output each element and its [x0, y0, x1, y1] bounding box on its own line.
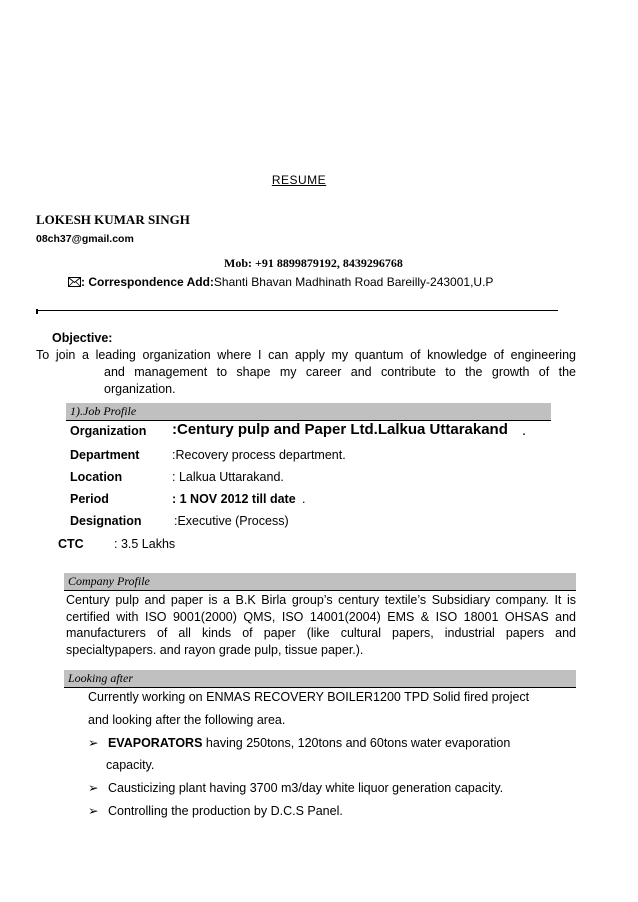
period-value: : 1 NOV 2012 till date [172, 492, 296, 506]
objective-continuation: and management to shape my career and contribute to the growth of the organization. [104, 365, 576, 396]
department-value: :Recovery process department. [172, 448, 346, 462]
location-value: : Lalkua Uttarakand. [172, 470, 284, 484]
period-label: Period [70, 492, 109, 506]
company-profile-text: Century pulp and paper is a B.K Birla group’s century textile’s Subsidiary company. It is certified with ISO 9001(2000) QMS, ISO 14001(2004) EMS & ISO 18001 OHSAS and manufacturers of all kinds of paper (like cultural papers, industrial papers and specialtypapers. and rayon grade pulp, tissue paper.). [66, 593, 576, 657]
address-label: : Correspondence Add: [81, 275, 214, 289]
location-row [70, 470, 550, 488]
period-suffix: . [302, 492, 306, 506]
address-line [68, 275, 493, 289]
resume-title: RESUME [271, 173, 327, 187]
designation-row [70, 514, 550, 532]
department-row [70, 448, 550, 466]
organization-suffix: . [522, 422, 527, 439]
job-profile-header [66, 403, 551, 421]
job-profile-heading: 1).Job Profile [70, 404, 137, 418]
ctc-label: CTC [58, 537, 84, 551]
bullet-3-text: Controlling the production by D.C.S Panel. [107, 804, 343, 818]
company-profile-header [64, 573, 576, 591]
candidate-name: LOKESH KUMAR SINGH [36, 212, 190, 227]
bullet-2-text: Causticizing plant having 3700 m3/day white liquor generation capacity. [107, 781, 504, 795]
bullet-1-text: having 250tons, 120tons and 60tons water evaporation [202, 736, 511, 750]
period-row [70, 492, 550, 510]
looking-after-intro-2: and looking after the following area. [88, 713, 286, 727]
mobile-number: Mob: +91 8899879192, 8439296768 [224, 256, 403, 270]
objective-heading: Objective: [52, 331, 113, 345]
bullet-dcs-panel [88, 803, 343, 818]
location-label: Location [70, 470, 123, 484]
looking-after-intro-1: Currently working on ENMAS RECOVERY BOILER1200 TPD Solid fired project [88, 690, 530, 704]
company-profile-heading: Company Profile [68, 574, 150, 588]
organization-value: :Century pulp and Paper Ltd.Lalkua Uttarakand [172, 421, 508, 438]
bullet-1-continuation: capacity. [106, 758, 155, 772]
bullet-causticizing [88, 780, 503, 795]
arrow-bullet-icon: ➢ [88, 804, 99, 818]
email-address: 08ch37@gmail.com [36, 233, 134, 245]
bullet-evaporators [88, 735, 548, 750]
looking-after-heading: Looking after [68, 671, 133, 685]
address-value: Shanti Bhavan Madhinath Road Bareilly-243001,U.P [213, 275, 494, 289]
department-label: Department [70, 448, 140, 462]
arrow-bullet-icon: ➢ [88, 736, 99, 750]
designation-label: Designation [70, 514, 142, 528]
designation-value: :Executive (Process) [174, 514, 289, 528]
bullet-1-bold: EVAPORATORS [107, 736, 203, 750]
organization-row [70, 421, 550, 444]
organization-label: Organization [70, 424, 147, 438]
header-divider [36, 310, 558, 311]
envelope-icon [68, 277, 81, 287]
looking-after-header [64, 670, 576, 688]
arrow-bullet-icon: ➢ [88, 781, 99, 795]
objective-line-1: To join a leading organization where I can apply my quantum of knowledge of engineering [36, 348, 576, 362]
ctc-value: : 3.5 Lakhs [114, 537, 176, 551]
ctc-row [58, 537, 258, 555]
